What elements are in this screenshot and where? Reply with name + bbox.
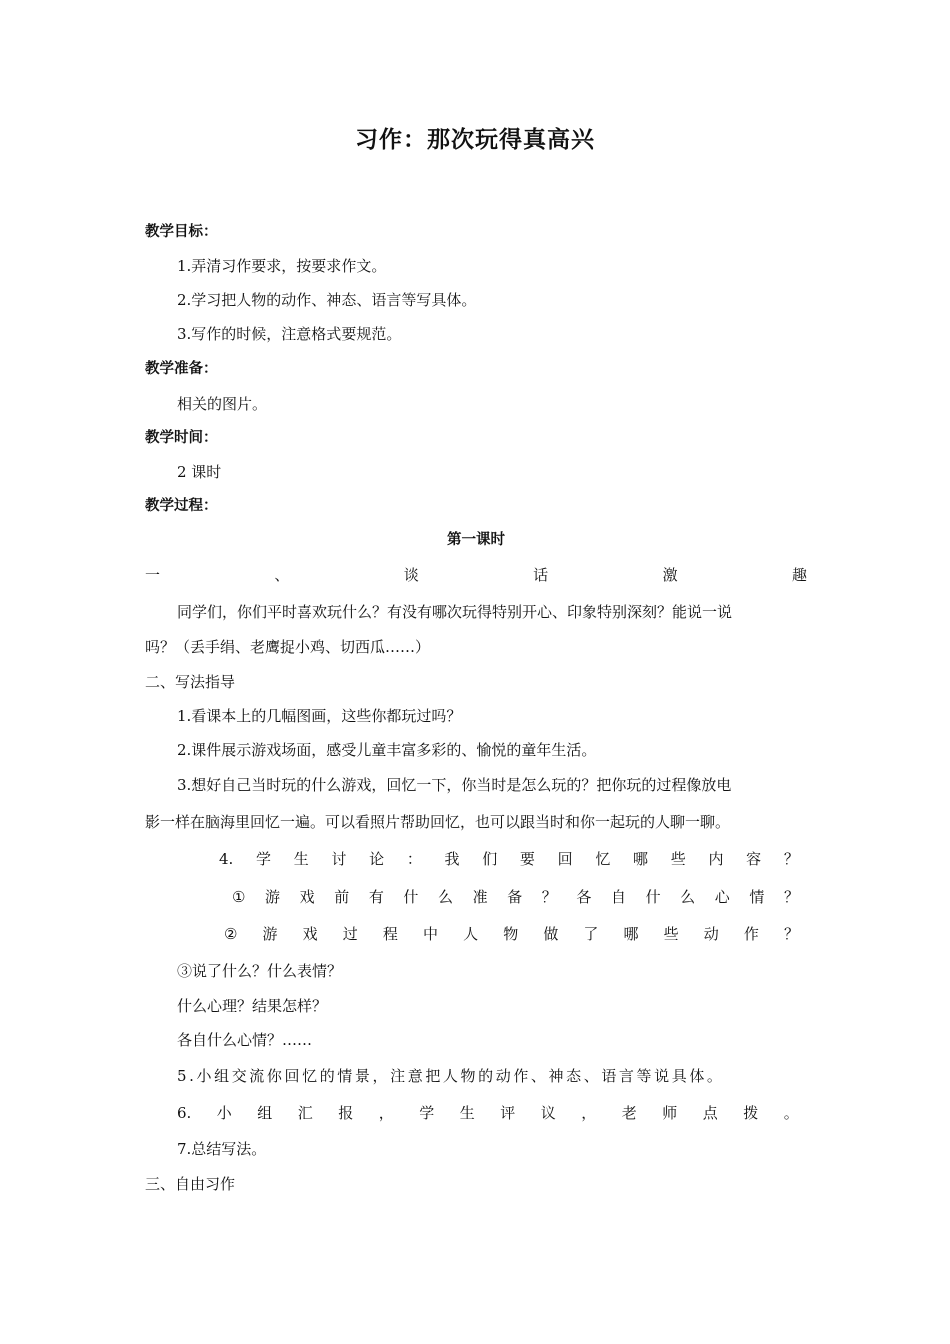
prep-heading: 教学准备： — [145, 361, 218, 377]
spread-char: ， — [581, 1104, 597, 1122]
step-item: 2.课件展示游戏场面，感受儿童丰富多彩的、愉悦的童年生活。 — [177, 741, 597, 759]
spread-char: 讨 — [331, 850, 347, 868]
heading-char: 话 — [533, 566, 549, 584]
spread-char: 论 — [369, 850, 385, 868]
heading-char: 、 — [274, 566, 290, 584]
spread-char: 些 — [663, 925, 679, 943]
spread-char: 点 — [702, 1104, 718, 1122]
spread-char: 哪 — [623, 925, 639, 943]
spread-char: 各 — [576, 888, 592, 906]
step6-line — [177, 1101, 799, 1125]
spread-char: 6. — [177, 1104, 192, 1122]
step-item: 5.小组交流你回忆的情景，注意把人物的动作、神态、语言等说具体。 — [177, 1067, 725, 1085]
spread-char: 游 — [265, 888, 281, 906]
time-heading: 教学时间： — [145, 430, 218, 446]
spread-char: 报 — [338, 1104, 354, 1122]
heading-char: 谈 — [403, 566, 419, 584]
spread-char: 。 — [783, 1104, 799, 1122]
spread-char: 师 — [662, 1104, 678, 1122]
step-item: 3.想好自己当时玩的什么游戏，回忆一下，你当时是怎么玩的？把你玩的过程像放电 — [177, 776, 732, 794]
question-item: 各自什么心情？…… — [177, 1031, 313, 1049]
question-item: 什么心理？结果怎样？ — [177, 997, 328, 1015]
time-text: 2 课时 — [177, 463, 222, 481]
spread-char: 些 — [670, 850, 686, 868]
spread-char: 有 — [368, 888, 384, 906]
heading-char: 一 — [145, 566, 161, 584]
spread-char: 前 — [334, 888, 350, 906]
spread-char: 老 — [621, 1104, 637, 1122]
spread-char: ① — [232, 888, 246, 906]
spread-char: ： — [406, 850, 422, 868]
spread-char: 心 — [714, 888, 730, 906]
document-title: 习作：那次玩得真高兴 — [355, 127, 595, 153]
spread-char: 生 — [293, 850, 309, 868]
spread-char: 情 — [749, 888, 765, 906]
spread-char: 忆 — [595, 850, 611, 868]
spread-char: 内 — [708, 850, 724, 868]
spread-char: 么 — [438, 888, 454, 906]
spread-char: 什 — [403, 888, 419, 906]
objective-item: 1.弄清习作要求，按要求作文。 — [177, 257, 387, 275]
step-item: 7.总结写法。 — [177, 1140, 267, 1158]
spread-char: 汇 — [297, 1104, 313, 1122]
spread-char: 作 — [743, 925, 759, 943]
spread-char: 学 — [419, 1104, 435, 1122]
spread-char: ？ — [541, 888, 557, 906]
spread-char: 组 — [257, 1104, 273, 1122]
spread-char: 中 — [422, 925, 438, 943]
step-item-continued: 影一样在脑海里回忆一遍。可以看照片帮助回忆，也可以跟当时和你一起玩的人聊一聊。 — [145, 813, 731, 831]
question-line — [224, 922, 799, 946]
spread-char: 评 — [500, 1104, 516, 1122]
section1-paragraph-line: 同学们，你们平时喜欢玩什么？有没有哪次玩得特别开心、印象特别深刻？能说一说 — [177, 603, 733, 621]
spread-char: 学 — [256, 850, 272, 868]
spread-char: ？ — [783, 925, 799, 943]
spread-char: 么 — [680, 888, 696, 906]
section1-paragraph-line: 吗？（丢手绢、老鹰捉小鸡、切西瓜……） — [145, 638, 431, 656]
spread-char: ？ — [783, 850, 799, 868]
spread-char: 生 — [459, 1104, 475, 1122]
spread-char: 物 — [503, 925, 519, 943]
step4-line — [219, 847, 799, 871]
step-item: 1.看课本上的几幅图画，这些你都玩过吗？ — [177, 707, 462, 725]
process-heading: 教学过程： — [145, 498, 218, 514]
spread-char: 过 — [342, 925, 358, 943]
objective-item: 3.写作的时候，注意格式要规范。 — [177, 325, 402, 343]
spread-char: ② — [224, 925, 238, 943]
spread-char: 自 — [610, 888, 626, 906]
spread-char: 哪 — [633, 850, 649, 868]
spread-char: 备 — [507, 888, 523, 906]
section1-heading — [145, 563, 807, 587]
spread-char: 了 — [583, 925, 599, 943]
spread-char: 什 — [645, 888, 661, 906]
spread-char: 们 — [482, 850, 498, 868]
prep-text: 相关的图片。 — [177, 395, 268, 413]
spread-char: 要 — [519, 850, 535, 868]
spread-char: ？ — [783, 888, 799, 906]
objectives-heading: 教学目标： — [145, 224, 218, 240]
question-item: ③说了什么？什么表情？ — [177, 962, 343, 980]
objective-item: 2.学习把人物的动作、神态、语言等写具体。 — [177, 291, 477, 309]
spread-char: 动 — [703, 925, 719, 943]
spread-char: 人 — [463, 925, 479, 943]
spread-char: 做 — [543, 925, 559, 943]
spread-char: 程 — [382, 925, 398, 943]
spread-char: 游 — [262, 925, 278, 943]
section2-heading: 二、写法指导 — [145, 673, 236, 691]
spread-char: 议 — [540, 1104, 556, 1122]
lesson-title: 第一课时 — [447, 532, 505, 548]
spread-char: 回 — [557, 850, 573, 868]
spread-char: 戏 — [299, 888, 315, 906]
section3-heading: 三、自由习作 — [145, 1175, 236, 1193]
heading-char: 激 — [662, 566, 678, 584]
spread-char: 拨 — [743, 1104, 759, 1122]
spread-char: 我 — [444, 850, 460, 868]
spread-char: 准 — [472, 888, 488, 906]
heading-char: 趣 — [791, 566, 807, 584]
spread-char: 小 — [216, 1104, 232, 1122]
spread-char: 容 — [746, 850, 762, 868]
question-line — [232, 885, 799, 909]
spread-char: 4. — [219, 850, 234, 868]
spread-char: ， — [378, 1104, 394, 1122]
spread-char: 戏 — [302, 925, 318, 943]
